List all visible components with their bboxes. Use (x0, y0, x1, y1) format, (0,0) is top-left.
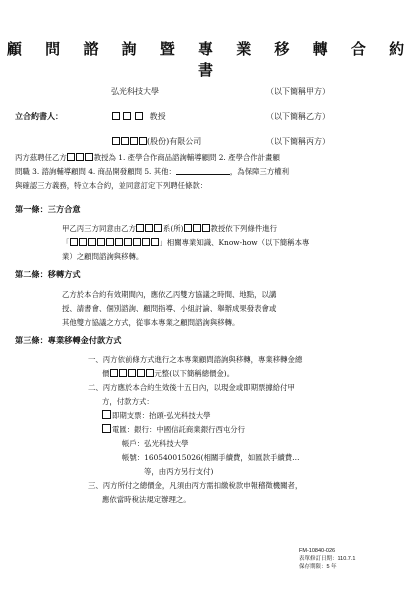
intro-line-2: 問職 3. 諮詢輔導顧問 4. 商品開發顧問 5. 其他： ，為保障三方權利 (15, 167, 290, 176)
blank-box (112, 112, 120, 120)
form-footer (299, 547, 355, 571)
intro-line-1: 丙方茲聘任乙方 教授為 1. 產學合作商品諮詢輔導顧問 2. 產學合作計畫顧 (15, 153, 280, 162)
intro-line-3: 與確認三方義務，特立本合約，並同意訂定下列聘任條款： (15, 181, 208, 190)
blank-box (193, 224, 201, 232)
party-a-note: （以下簡稱甲方） (266, 87, 330, 96)
article-3-item-3-line-2: 應依當時稅法規定辦理之。 (102, 495, 191, 504)
payment-option-wire: 電匯：銀行：中國信託商業銀行西屯分行 (88, 423, 413, 437)
account-fee-line: 等，由丙方另行支付) (144, 467, 214, 476)
article-1-line-3: 業）之顧問諮詢與移轉。 (62, 252, 144, 261)
article-1-body (62, 222, 407, 264)
article-1-line-1: 甲乙丙三方同意由乙方 系(所) 教授依下列條件進行 (62, 224, 278, 233)
article-3-item-2-line-2: 方，付款方式： (102, 397, 154, 406)
account-name-line: 帳戶：弘光科技大學 (122, 439, 189, 448)
account-number-line: 帳號：160540015026(相關手續費，如匯款手續費… (122, 453, 300, 462)
retention-period: 保存期限：5 年 (299, 564, 337, 570)
blank-box (76, 153, 84, 161)
other-blank-line (176, 174, 230, 175)
party-b-note: （以下簡稱乙方） (266, 112, 330, 121)
blank-box (146, 369, 154, 377)
article-3-item-1-line-2: 價 元整(以下簡稱總價金)。 (102, 369, 235, 378)
blank-box (106, 238, 114, 246)
party-c-name: (股份)有限公司 (147, 137, 202, 146)
intro-paragraph (15, 151, 410, 193)
blank-box (184, 224, 192, 232)
article-3-heading: 第三條：專業移轉金付款方式 (15, 335, 122, 345)
article-3-item-1-line-1: 一、丙方依前條方式進行之本專業顧問諮詢與移轉，專業移轉金總 (88, 355, 303, 364)
article-1-line-2: 「 」相關專業知識、Know-how（以下簡稱本專 (62, 238, 310, 247)
blank-box (128, 369, 136, 377)
blank-box (97, 238, 105, 246)
blank-box (202, 224, 210, 232)
blank-box (142, 238, 150, 246)
document-title: 顧 問 諮 詢 暨 專 業 移 轉 合 約 書 (6, 40, 414, 79)
party-b-line (111, 111, 166, 122)
blank-box (145, 224, 153, 232)
party-b-title: 教授 (149, 112, 166, 121)
blank-box (70, 238, 78, 246)
blank-box (130, 137, 138, 145)
blank-box (124, 238, 132, 246)
blank-box (88, 238, 96, 246)
blank-box (151, 238, 159, 246)
blank-box (123, 112, 131, 120)
article-3-body (88, 353, 413, 507)
article-2-line-1: 乙方於本合約有效期間內，應依乙丙雙方協議之時間、地點，以講 (62, 290, 277, 299)
wire-transfer-checkbox[interactable] (102, 424, 111, 433)
article-2-heading: 第二條：移轉方式 (15, 269, 81, 279)
article-2-line-2: 授、請書會、個別諮詢、顧問指導、小組討論、舉辦成果發表會或 (62, 304, 277, 313)
blank-box (112, 137, 120, 145)
blank-box (135, 112, 143, 120)
form-number: FM-10840-026 (299, 548, 336, 554)
blank-box (121, 137, 129, 145)
article-2-line-3: 其他雙方協議之方式，從事本專業之顧問諮詢與移轉。 (62, 318, 240, 327)
blank-box (85, 153, 93, 161)
blank-box (119, 369, 127, 377)
blank-box (110, 369, 118, 377)
parties-label: 立合約書人： (15, 111, 63, 121)
blank-box (139, 137, 147, 145)
blank-box (154, 224, 162, 232)
blank-box (133, 238, 141, 246)
article-1-heading: 第一條：三方合意 (15, 204, 81, 214)
party-c-line (111, 136, 201, 147)
blank-box (79, 238, 87, 246)
article-3-item-2-line-1: 二、丙方應於本合約生效後十五日內，以現金或即期票據給付甲 (88, 383, 295, 392)
payment-option-check: 即期支票：抬頭-弘光科技大學 (88, 409, 413, 423)
check-checkbox[interactable] (102, 410, 111, 419)
article-3-item-3-line-1: 三、丙方所付之總價金，凡須由丙方需扣繳稅款申報稽徵機關者， (88, 481, 303, 490)
revision-date: 表單修訂日期：110.7.1 (299, 556, 356, 562)
article-2-body (62, 288, 407, 330)
blank-box (137, 369, 145, 377)
party-c-note: （以下簡稱丙方） (266, 137, 330, 146)
blank-box (115, 238, 123, 246)
blank-box (136, 224, 144, 232)
blank-box (67, 153, 75, 161)
party-a-name: 弘光科技大學 (111, 87, 159, 96)
